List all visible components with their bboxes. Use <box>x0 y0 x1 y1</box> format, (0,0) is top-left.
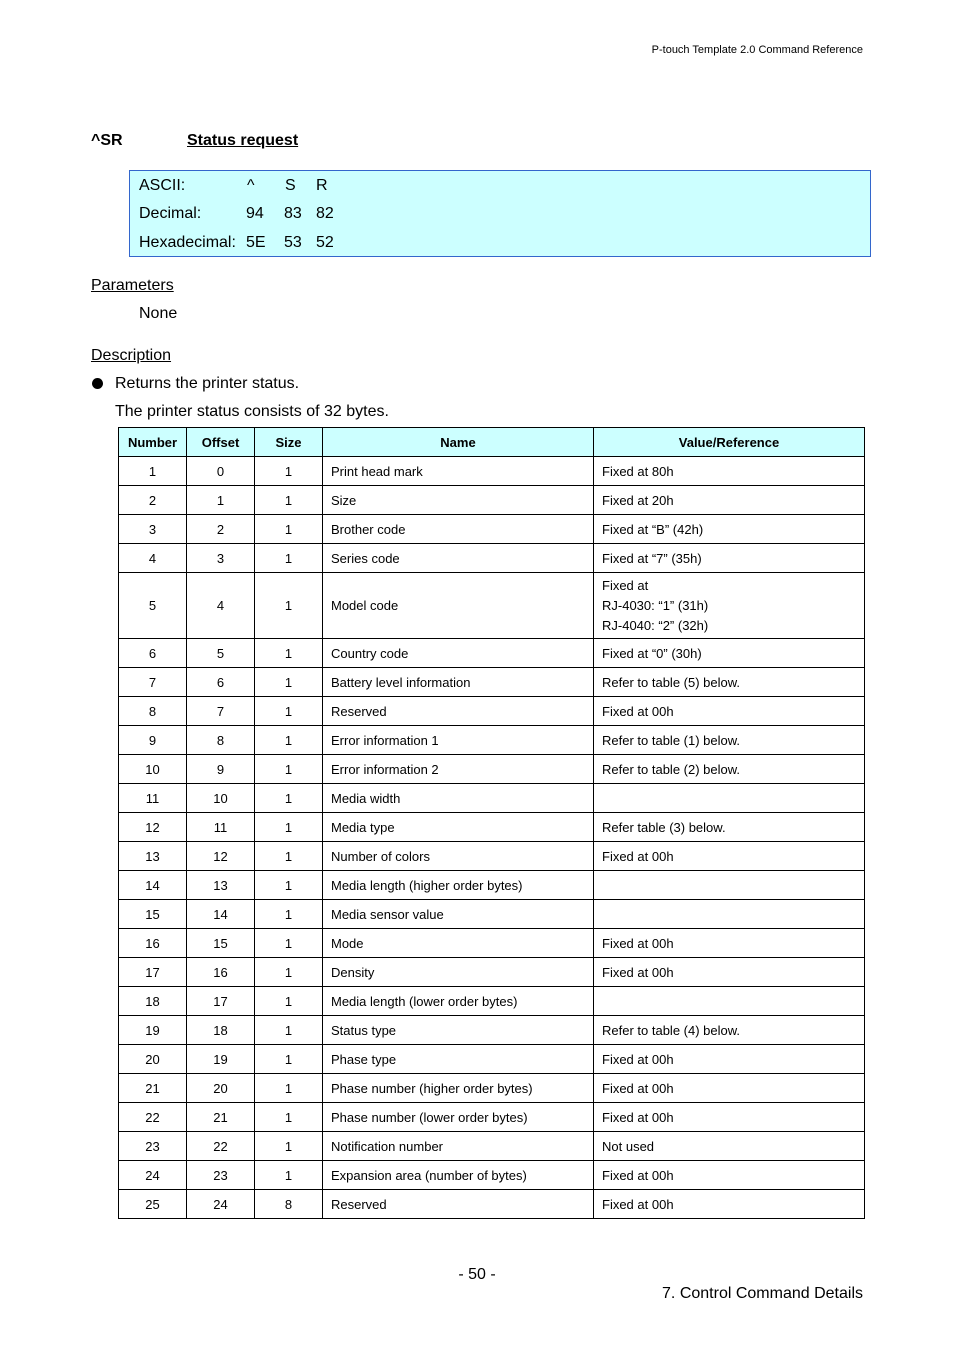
value-line: Refer to table (1) below. <box>602 732 741 748</box>
cell-number: 5 <box>119 573 187 639</box>
cell-value-reference <box>594 842 865 871</box>
code-row-label: Hexadecimal: <box>139 234 236 251</box>
cell-number: 3 <box>119 515 187 544</box>
cell-value-reference <box>594 1132 865 1161</box>
cell-number: 25 <box>119 1190 187 1219</box>
value-line: Fixed at 00h <box>602 703 674 719</box>
cell-offset: 21 <box>187 1103 255 1132</box>
command-name: Status request <box>187 132 299 149</box>
table-row <box>119 515 865 544</box>
cell-number: 16 <box>119 929 187 958</box>
cell-offset: 17 <box>187 987 255 1016</box>
cell-size: 1 <box>255 639 323 668</box>
cell-name: Model code <box>323 573 594 639</box>
command-code: ^SR <box>91 132 123 149</box>
cell-offset: 8 <box>187 726 255 755</box>
code-value: 5E <box>246 234 266 251</box>
code-row-label: Decimal: <box>139 205 202 222</box>
table-row <box>119 1074 865 1103</box>
cell-number: 13 <box>119 842 187 871</box>
cell-offset: 0 <box>187 457 255 486</box>
cell-size: 1 <box>255 668 323 697</box>
table-row <box>119 987 865 1016</box>
cell-name: Battery level information <box>323 668 594 697</box>
cell-offset: 23 <box>187 1161 255 1190</box>
cell-value-reference <box>594 1161 865 1190</box>
value-line: Refer table (3) below. <box>602 819 726 835</box>
column-header-number: Number <box>119 428 187 457</box>
cell-size: 1 <box>255 1074 323 1103</box>
cell-offset: 14 <box>187 900 255 929</box>
code-value: 83 <box>284 205 302 222</box>
cell-value-reference <box>594 486 865 515</box>
cell-number: 21 <box>119 1074 187 1103</box>
cell-value-reference <box>594 726 865 755</box>
cell-value-reference <box>594 784 865 813</box>
cell-number: 19 <box>119 1016 187 1045</box>
bullet-icon <box>92 378 103 389</box>
table-row <box>119 544 865 573</box>
cell-offset: 15 <box>187 929 255 958</box>
chapter-title: 7. Control Command Details <box>662 1285 863 1302</box>
cell-number: 1 <box>119 457 187 486</box>
value-line: Fixed at “0” (30h) <box>602 645 702 661</box>
cell-value-reference <box>594 871 865 900</box>
table-row <box>119 842 865 871</box>
cell-offset: 6 <box>187 668 255 697</box>
cell-size: 1 <box>255 842 323 871</box>
value-line: Fixed at 00h <box>602 1109 674 1125</box>
cell-size: 1 <box>255 987 323 1016</box>
cell-name: Media length (higher order bytes) <box>323 871 594 900</box>
table-row <box>119 1190 865 1219</box>
table-row <box>119 1161 865 1190</box>
cell-offset: 18 <box>187 1016 255 1045</box>
cell-value-reference <box>594 515 865 544</box>
table-row <box>119 726 865 755</box>
table-row <box>119 1016 865 1045</box>
cell-value-reference <box>594 900 865 929</box>
code-value: 52 <box>316 234 334 251</box>
description-heading: Description <box>91 347 172 364</box>
cell-size: 1 <box>255 929 323 958</box>
cell-value-reference <box>594 1190 865 1219</box>
cell-offset: 24 <box>187 1190 255 1219</box>
cell-size: 1 <box>255 1132 323 1161</box>
column-header-size: Size <box>255 428 323 457</box>
status-table <box>118 427 865 1219</box>
value-line: Fixed at “7” (35h) <box>602 550 702 566</box>
cell-name: Media type <box>323 813 594 842</box>
cell-size: 1 <box>255 726 323 755</box>
cell-name: Media length (lower order bytes) <box>323 987 594 1016</box>
cell-offset: 10 <box>187 784 255 813</box>
cell-offset: 3 <box>187 544 255 573</box>
value-line: Fixed at 00h <box>602 964 674 980</box>
page-number: - 50 - <box>458 1266 496 1283</box>
cell-value-reference <box>594 544 865 573</box>
cell-number: 18 <box>119 987 187 1016</box>
value-line: Fixed at 00h <box>602 1051 674 1067</box>
table-row <box>119 457 865 486</box>
cell-value-reference <box>594 1045 865 1074</box>
value-line: Refer to table (4) below. <box>602 1022 741 1038</box>
parameters-value: None <box>139 305 178 322</box>
table-row <box>119 755 865 784</box>
cell-number: 9 <box>119 726 187 755</box>
cell-number: 8 <box>119 697 187 726</box>
value-line: Fixed at “B” (42h) <box>602 521 704 537</box>
cell-name: Media width <box>323 784 594 813</box>
cell-name: Phase type <box>323 1045 594 1074</box>
cell-size: 1 <box>255 544 323 573</box>
cell-number: 23 <box>119 1132 187 1161</box>
cell-name: Reserved <box>323 1190 594 1219</box>
cell-offset: 20 <box>187 1074 255 1103</box>
cell-number: 24 <box>119 1161 187 1190</box>
value-line: Fixed at 00h <box>602 935 674 951</box>
cell-size: 1 <box>255 486 323 515</box>
cell-value-reference <box>594 457 865 486</box>
cell-number: 22 <box>119 1103 187 1132</box>
code-value: S <box>285 177 296 194</box>
value-line: Refer to table (2) below. <box>602 761 741 777</box>
cell-value-reference <box>594 1103 865 1132</box>
cell-offset: 13 <box>187 871 255 900</box>
code-value: 53 <box>284 234 302 251</box>
value-line: Fixed at 20h <box>602 492 674 508</box>
cell-number: 15 <box>119 900 187 929</box>
description-sub-text: The printer status consists of 32 bytes. <box>115 403 389 420</box>
cell-size: 1 <box>255 1016 323 1045</box>
cell-offset: 11 <box>187 813 255 842</box>
table-row <box>119 1132 865 1161</box>
cell-value-reference <box>594 697 865 726</box>
table-row <box>119 1045 865 1074</box>
table-row <box>119 486 865 515</box>
cell-name: Print head mark <box>323 457 594 486</box>
value-line: Fixed at 00h <box>602 1080 674 1096</box>
cell-name: Expansion area (number of bytes) <box>323 1161 594 1190</box>
cell-name: Notification number <box>323 1132 594 1161</box>
cell-value-reference <box>594 987 865 1016</box>
value-line: Fixed at 00h <box>602 1167 674 1183</box>
code-row-label: ASCII: <box>139 177 186 194</box>
cell-name: Phase number (lower order bytes) <box>323 1103 594 1132</box>
column-header-offset: Offset <box>187 428 255 457</box>
value-line: Not used <box>602 1138 655 1154</box>
cell-size: 1 <box>255 784 323 813</box>
table-row <box>119 639 865 668</box>
cell-offset: 4 <box>187 573 255 639</box>
cell-number: 14 <box>119 871 187 900</box>
cell-number: 6 <box>119 639 187 668</box>
cell-offset: 7 <box>187 697 255 726</box>
value-line: Fixed at 80h <box>602 463 674 479</box>
cell-offset: 5 <box>187 639 255 668</box>
cell-size: 1 <box>255 958 323 987</box>
value-line: Fixed at 00h <box>602 848 674 864</box>
cell-value-reference <box>594 668 865 697</box>
cell-size: 1 <box>255 697 323 726</box>
table-row <box>119 573 865 639</box>
value-line: RJ-4040: “2” (32h) <box>602 617 709 633</box>
status-table-header-row <box>119 428 865 457</box>
cell-offset: 12 <box>187 842 255 871</box>
cell-offset: 1 <box>187 486 255 515</box>
cell-name: Brother code <box>323 515 594 544</box>
cell-name: Reserved <box>323 697 594 726</box>
table-row <box>119 929 865 958</box>
cell-value-reference <box>594 813 865 842</box>
cell-number: 7 <box>119 668 187 697</box>
cell-value-reference <box>594 573 865 639</box>
cell-size: 1 <box>255 457 323 486</box>
cell-value-reference <box>594 755 865 784</box>
cell-size: 1 <box>255 871 323 900</box>
cell-number: 17 <box>119 958 187 987</box>
column-header-value: Value/Reference <box>594 428 865 457</box>
value-line: Refer to table (5) below. <box>602 674 741 690</box>
cell-number: 2 <box>119 486 187 515</box>
cell-offset: 9 <box>187 755 255 784</box>
cell-size: 1 <box>255 573 323 639</box>
code-value: ^ <box>247 177 255 194</box>
cell-size: 1 <box>255 813 323 842</box>
cell-offset: 22 <box>187 1132 255 1161</box>
cell-offset: 19 <box>187 1045 255 1074</box>
cell-value-reference <box>594 929 865 958</box>
cell-name: Density <box>323 958 594 987</box>
cell-name: Country code <box>323 639 594 668</box>
table-row <box>119 784 865 813</box>
cell-number: 10 <box>119 755 187 784</box>
table-row <box>119 813 865 842</box>
table-row <box>119 697 865 726</box>
cell-name: Error information 2 <box>323 755 594 784</box>
cell-number: 20 <box>119 1045 187 1074</box>
cell-offset: 2 <box>187 515 255 544</box>
cell-value-reference <box>594 1074 865 1103</box>
table-row <box>119 958 865 987</box>
cell-size: 1 <box>255 1045 323 1074</box>
cell-size: 1 <box>255 900 323 929</box>
column-header-name: Name <box>323 428 594 457</box>
value-line: Fixed at 00h <box>602 1196 674 1212</box>
cell-name: Phase number (higher order bytes) <box>323 1074 594 1103</box>
cell-name: Size <box>323 486 594 515</box>
table-row <box>119 1103 865 1132</box>
cell-size: 8 <box>255 1190 323 1219</box>
document-header-title: P-touch Template 2.0 Command Reference <box>651 44 863 56</box>
cell-value-reference <box>594 639 865 668</box>
command-title <box>91 132 298 150</box>
cell-size: 1 <box>255 755 323 784</box>
cell-name: Status type <box>323 1016 594 1045</box>
cell-size: 1 <box>255 1103 323 1132</box>
parameters-heading: Parameters <box>91 277 174 294</box>
value-line: Fixed at <box>602 577 649 593</box>
cell-name: Media sensor value <box>323 900 594 929</box>
cell-name: Mode <box>323 929 594 958</box>
cell-name: Number of colors <box>323 842 594 871</box>
cell-number: 4 <box>119 544 187 573</box>
cell-number: 11 <box>119 784 187 813</box>
cell-value-reference <box>594 1016 865 1045</box>
cell-number: 12 <box>119 813 187 842</box>
value-line: RJ-4030: “1” (31h) <box>602 597 709 613</box>
command-code-box <box>129 170 871 257</box>
cell-name: Error information 1 <box>323 726 594 755</box>
code-value: R <box>316 177 328 194</box>
cell-value-reference <box>594 958 865 987</box>
table-row <box>119 668 865 697</box>
code-value: 82 <box>316 205 334 222</box>
table-row <box>119 871 865 900</box>
cell-name: Series code <box>323 544 594 573</box>
cell-offset: 16 <box>187 958 255 987</box>
table-row <box>119 900 865 929</box>
cell-size: 1 <box>255 1161 323 1190</box>
cell-size: 1 <box>255 515 323 544</box>
code-value: 94 <box>246 205 264 222</box>
description-bullet-text: Returns the printer status. <box>115 375 300 392</box>
